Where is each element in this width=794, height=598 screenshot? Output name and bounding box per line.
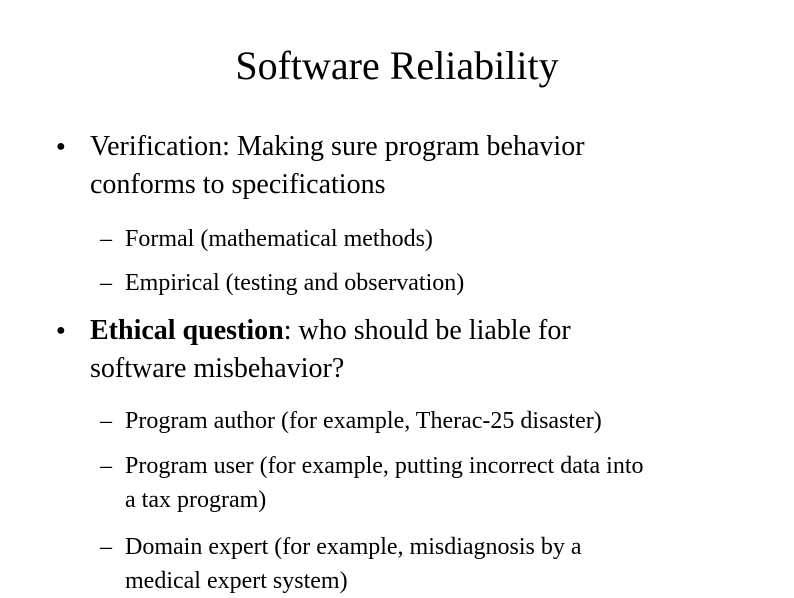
dash-icon: – [100,408,112,434]
subitem-text [125,404,755,438]
bullet-line: conforms to specifications [90,169,386,200]
bullet-text [90,128,730,204]
bullet-line [90,312,730,350]
bullet-dot-icon: ● [56,322,66,339]
bullet-text [90,312,730,388]
subitem-line: Empirical (testing and observation) [125,270,465,296]
subitem-text [125,530,755,598]
dash-icon: – [100,226,112,252]
subitem-text [125,449,755,517]
subitem-text [125,222,755,256]
dash-icon: – [100,270,112,296]
bullet-line: software misbehavior? [90,353,345,384]
subitem-line: a tax program) [125,487,267,513]
subitem-line: Program user (for example, putting incorrect data into [125,453,644,479]
bullet-line-rest: : who should be liable for [283,315,571,346]
subitem-line: Formal (mathematical methods) [125,226,433,252]
subitem-text [125,266,755,300]
slide-title: Software Reliability [235,43,559,88]
subitem-line: medical expert system) [125,568,348,594]
bullet-line: Verification: Making sure program behavior [90,131,585,162]
bold-term: Ethical question [90,315,284,346]
subitem-line: Domain expert (for example, misdiagnosis by a [125,534,582,560]
dash-icon: – [100,453,112,479]
subitem-line: Program author (for example, Therac-25 disaster) [125,408,602,434]
bullet-dot-icon: ● [56,138,66,155]
dash-icon: – [100,534,112,560]
